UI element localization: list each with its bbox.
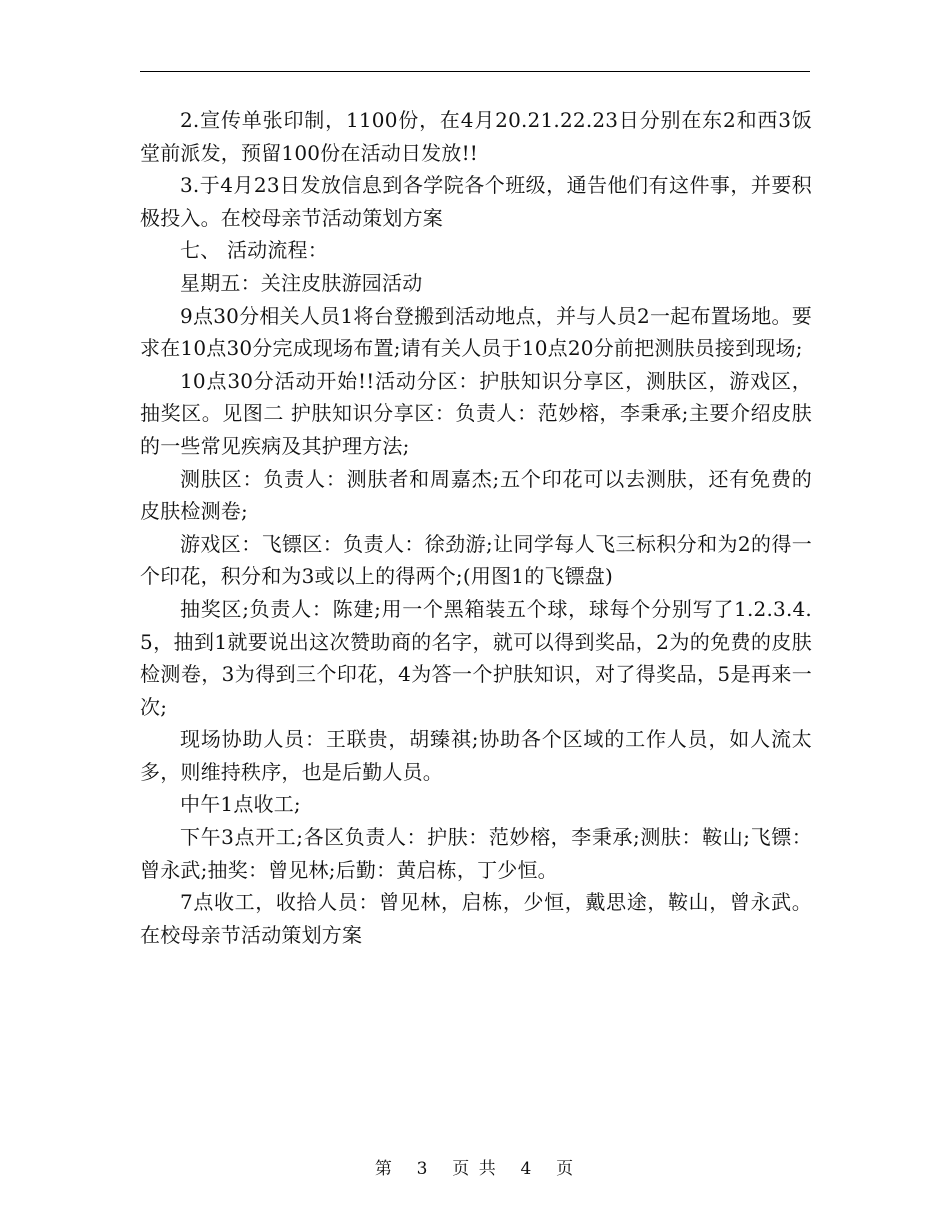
paragraph: 下午3点开工;各区负责人：护肤：范妙榕，李秉承;测肤：鞍山;飞镖：曾永武;抽奖：曾见林;后勤：黄启栋，丁少恒。 <box>140 825 812 882</box>
document-body <box>140 104 812 951</box>
paragraph: 游戏区：飞镖区：负责人：徐劲游;让同学每人飞三标积分和为2的得一个印花，积分和为3或以上的得两个;(用图1的飞镖盘) <box>140 531 812 589</box>
paragraph: 测肤区：负责人：测肤者和周嘉杰;五个印花可以去测肤，还有免费的皮肤检测卷; <box>140 466 812 524</box>
total-page-number: 4 <box>520 1159 534 1179</box>
paragraph: 7点收工，收拾人员：曾见林，启栋，少恒，戴思途，鞍山，曾永武。在校母亲节活动策划方案 <box>140 890 812 947</box>
footer-middle: 页 共 <box>452 1159 498 1179</box>
section-heading: 七、 活动流程： <box>180 238 328 263</box>
paragraph: 10点30分活动开始!!活动分区：护肤知识分享区，测肤区，游戏区，抽奖区。见图二 护肤知识分享区：负责人：范妙榕，李秉承;主要介绍皮肤的一些常见疾病及其护理方法; <box>140 368 812 458</box>
paragraph: 抽奖区;负责人：陈建;用一个黑箱装五个球，球每个分别写了1.2.3.4.5，抽到1就要说出这次赞助商的名字，就可以得到奖品，2为的免费的皮肤检测卷，3为得到三个印花，4为答一个护肤知识，对了得奖品，5是再来一次; <box>140 596 812 719</box>
footer-prefix: 第 <box>374 1159 394 1179</box>
footer-suffix: 页 <box>556 1159 576 1179</box>
paragraph: 星期五：关注皮肤游园活动 <box>180 270 423 295</box>
header-rule <box>140 71 810 72</box>
current-page-number: 3 <box>416 1159 430 1179</box>
paragraph: 3.于4月23日发放信息到各学院各个班级，通告他们有这件事，并要积极投入。在校母亲节活动策划方案 <box>140 173 812 230</box>
paragraph: 中午1点收工; <box>180 792 301 817</box>
page-footer <box>0 1154 950 1179</box>
paragraph: 9点30分相关人员1将台登搬到活动地点，并与人员2一起布置场地。要求在10点30分完成现场布置;请有关人员于10点20分前把测肤员接到现场; <box>140 303 812 361</box>
paragraph: 2.宣传单张印制，1100份，在4月20.21.22.23日分别在东2和西3饭堂前派发，预留100份在活动日发放!! <box>140 108 812 165</box>
paragraph: 现场协助人员：王联贵，胡臻祺;协助各个区域的工作人员，如人流太多，则维持秩序，也是后勤人员。 <box>140 727 812 784</box>
